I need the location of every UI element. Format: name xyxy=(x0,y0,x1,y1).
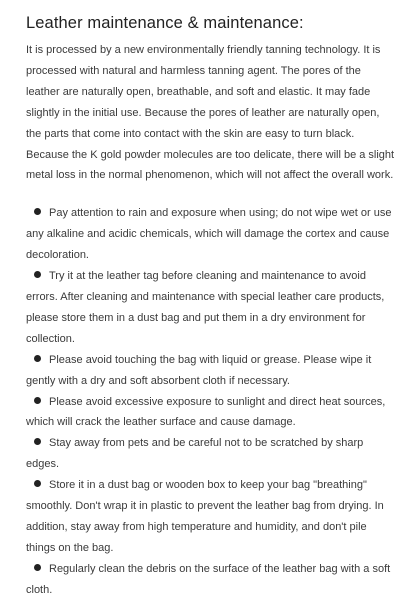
intro-paragraph: It is processed by a new environmentally friendly tanning technology. It is processed with natural and harmless tanning agent. The pores of the leather are naturally open, breathable, and soft and elastic. It may fade slightly in the initial use. Because the pores of leather are naturally open, the parts that come into contact with the skin are easy to turn black. Because the K gold powder molecules are too delicate, there will be a slight metal loss in the normal phenomenon, which will not affect the overall work. xyxy=(26,44,395,182)
care-note xyxy=(26,433,396,475)
bullet-icon xyxy=(34,397,41,404)
care-note-text: Regularly clean the debris on the surface of the leather bag with a soft cloth. xyxy=(26,562,391,596)
care-note-text: Please avoid touching the bag with liquid or grease. Please wipe it gently with a dry and soft absorbent cloth if necessary. xyxy=(26,353,372,387)
care-note xyxy=(26,350,396,392)
bullet-icon xyxy=(34,564,41,571)
bullet-icon xyxy=(34,480,41,487)
care-note xyxy=(26,559,396,601)
care-note-text: Store it in a dust bag or wooden box to keep your bag "breathing" smoothly. Don't wrap it in plastic to prevent the leather bag from drying. In addition, stay away from high temperature and humidity, and don't pile things on the bag. xyxy=(26,479,384,554)
care-note-text: Stay away from pets and be careful not to be scratched by sharp edges. xyxy=(26,437,364,471)
care-note xyxy=(26,475,396,559)
care-note-text: Pay attention to rain and exposure when using; do not wipe wet or use any alkaline and acidic chemicals, which will damage the cortex and cause decoloration. xyxy=(26,207,392,262)
care-note xyxy=(26,203,396,266)
bullet-icon xyxy=(34,438,41,445)
care-note xyxy=(26,392,396,434)
bullet-icon xyxy=(34,271,41,278)
page-title: Leather maintenance & maintenance: xyxy=(26,14,304,32)
care-notes-list xyxy=(26,203,396,600)
care-note-text: Try it at the leather tag before cleaning and maintenance to avoid errors. After cleaning and maintenance with special leather care products, please store them in a dust bag and put them in a dry environment for collection. xyxy=(26,270,385,345)
bullet-icon xyxy=(34,355,41,362)
section-spacer xyxy=(26,186,396,203)
care-note-text: Please avoid excessive exposure to sunlight and direct heat sources, which will crack the leather surface and cause damage. xyxy=(26,395,386,429)
care-note xyxy=(26,266,396,350)
bullet-icon xyxy=(34,208,41,215)
